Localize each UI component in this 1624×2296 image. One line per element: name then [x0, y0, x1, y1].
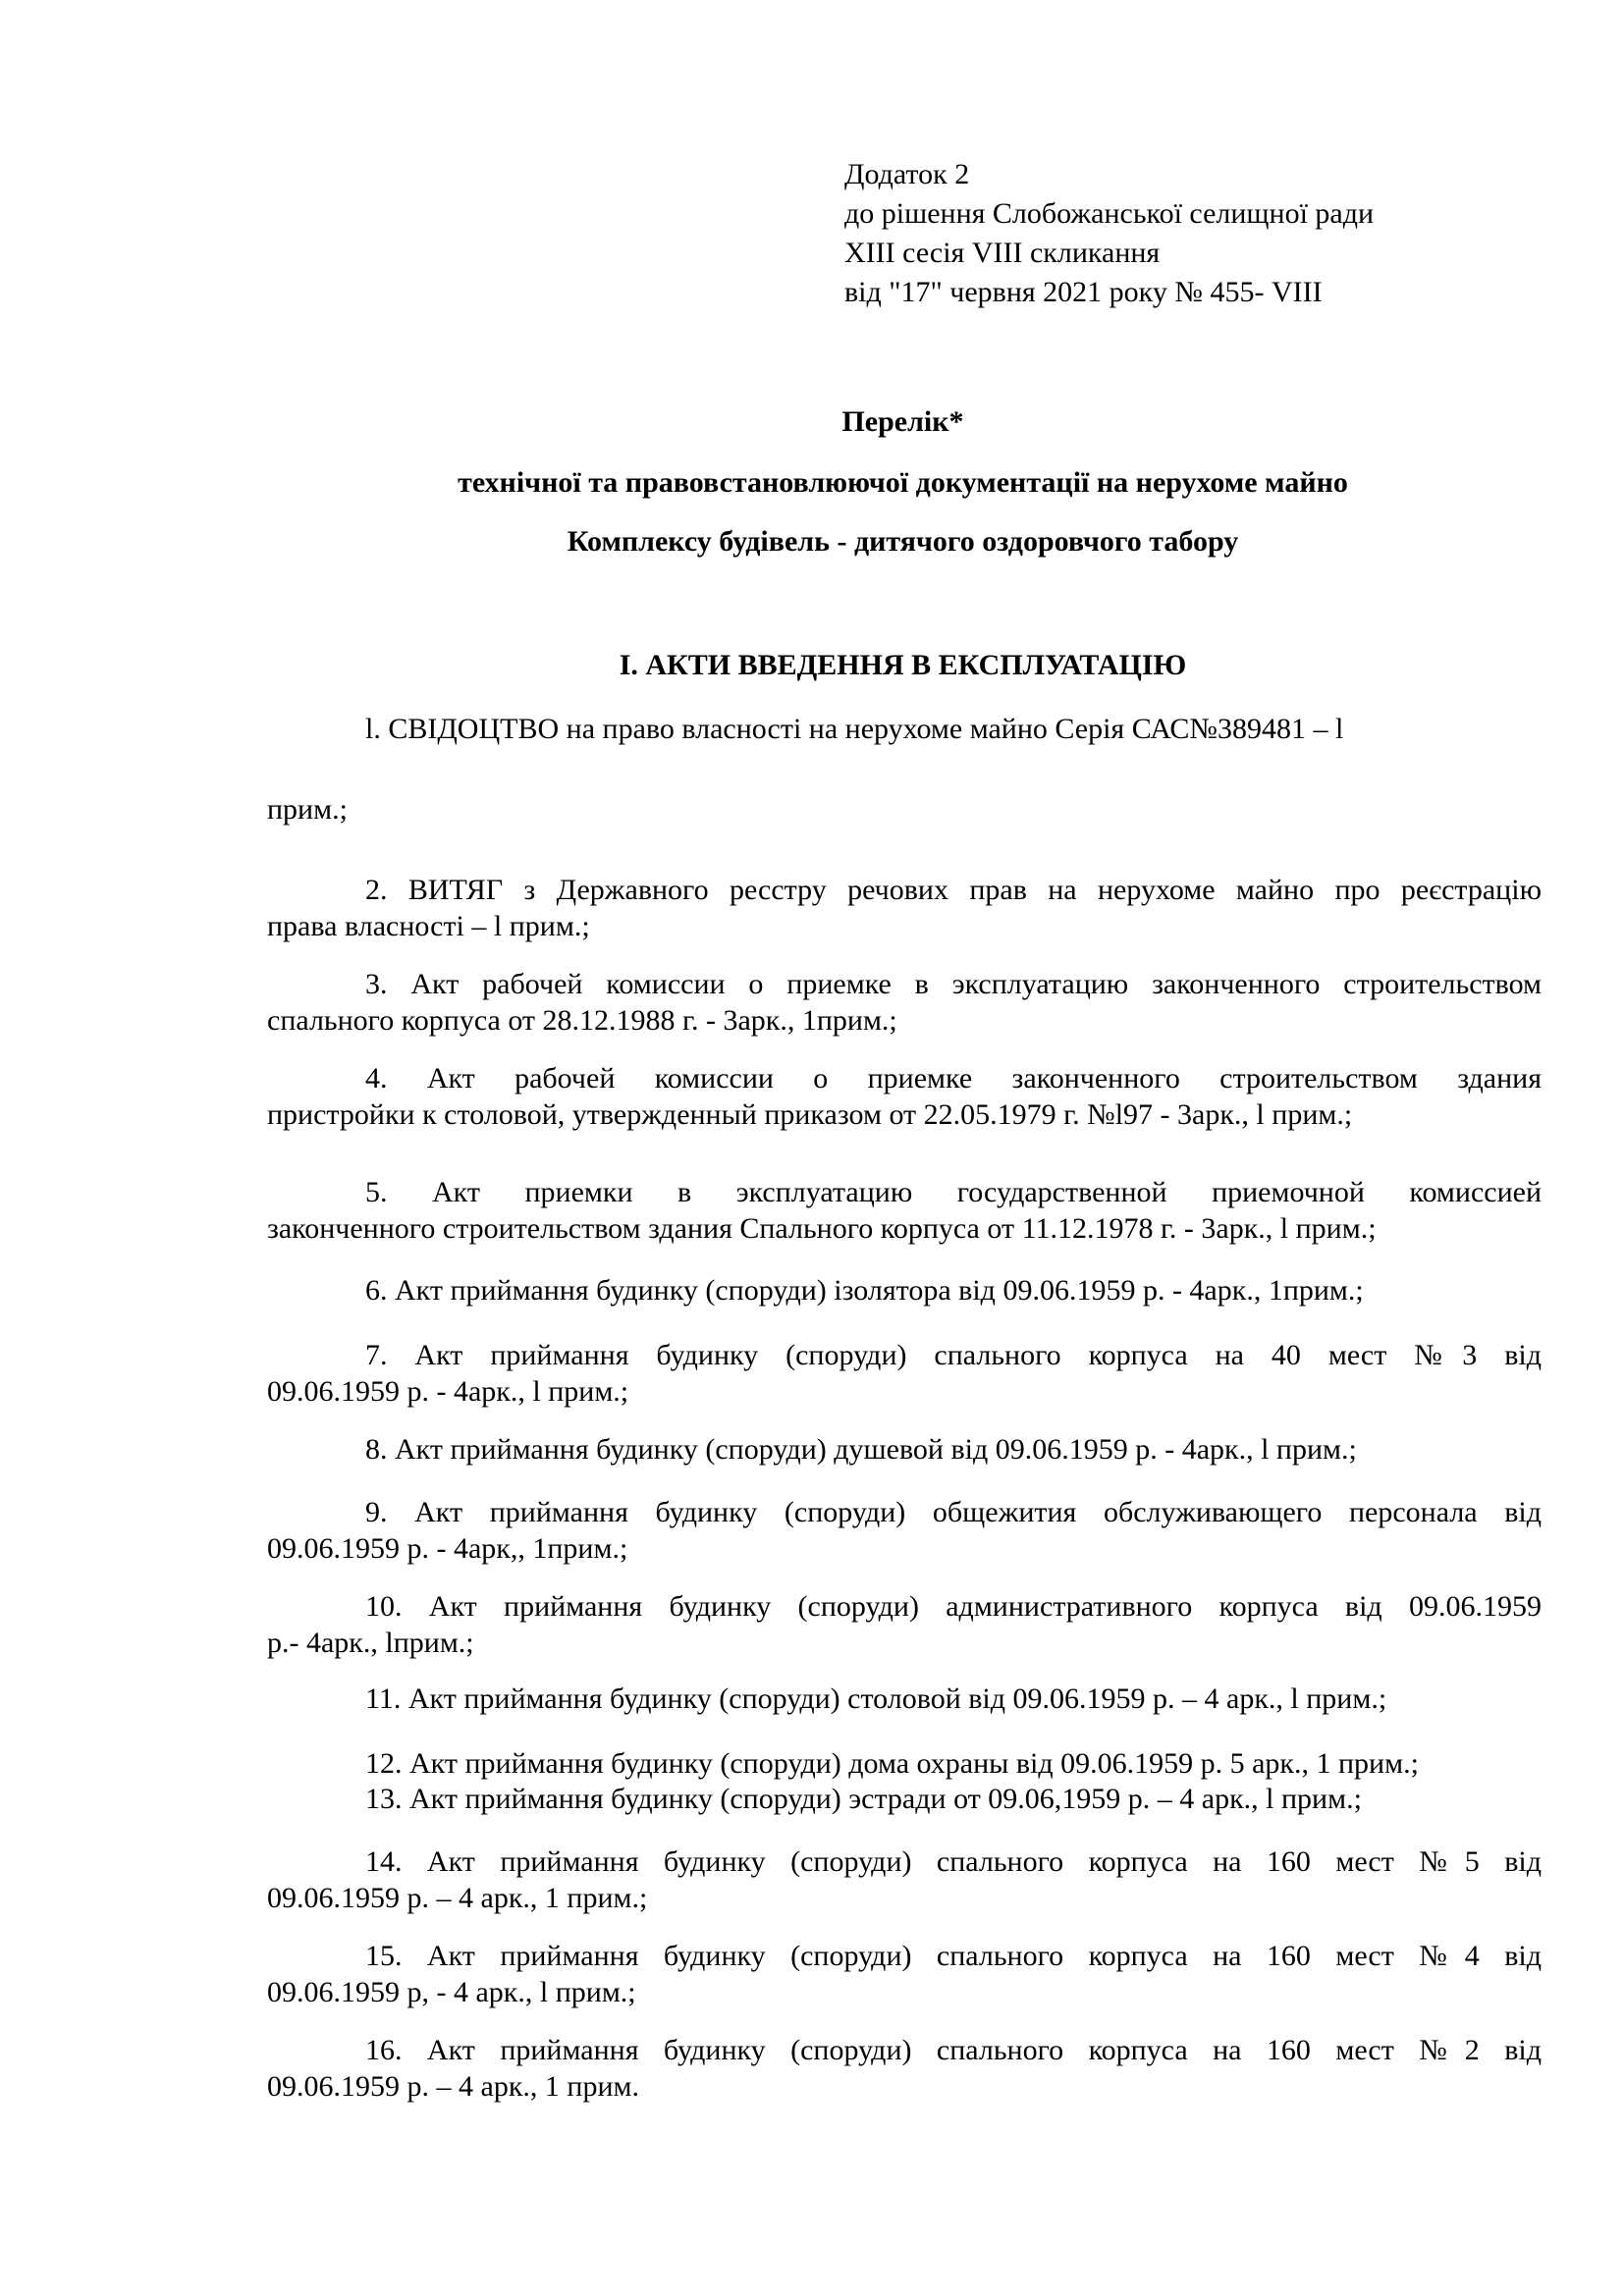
list-item-text: 16. Акт приймання будинку (споруди) спального корпуса на 160 мест №2 від: [365, 2034, 1542, 2066]
list-item-text: 5. Акт приемки в эксплуатацию государственной приемочной комиссией: [365, 1176, 1542, 1208]
list-item-text: 13. Акт приймання будинку (споруди) эстради от 09.06,1959 р. – 4 арк., l прим.;: [365, 1783, 1362, 1815]
list-item-continuation: спального корпуса от 28.12.1988 г. - 3арк., 1прим.;: [267, 1004, 897, 1037]
decision-reference: до рішення Слобожанської селищної ради: [844, 197, 1375, 230]
appendix-number: Додаток 2: [844, 158, 970, 190]
list-item: [267, 1337, 1542, 1410]
list-item: [267, 1494, 1542, 1567]
list-item-text: l. СВІДОЦТВО на право власності на нерухоме майно Серія САС№389481 – l: [365, 713, 1344, 745]
list-item: [267, 966, 1542, 1039]
list-item-text: 4. Акт рабочей комиссии о приемке законченного строительством здания: [365, 1062, 1542, 1095]
list-item-continuation: 09.06.1959 р, - 4 арк., l прим.;: [267, 1976, 636, 2008]
list-item-continuation: пристройки к столовой, утвержденный приказом от 22.05.1979 г. №l97 - 3арк., l прим.;: [267, 1098, 1353, 1131]
document-title: Перелік*: [841, 405, 964, 438]
list-item-text: 3. Акт рабочей комиссии о приемке в эксплуатацию законченного строительством: [365, 968, 1542, 1000]
list-item-text: 11. Акт приймання будинку (споруди) столовой від 09.06.1959 р. – 4 арк., l прим.;: [365, 1682, 1387, 1715]
list-item: [267, 1272, 1542, 1308]
list-item: [267, 1843, 1542, 1916]
list-item-text: 15. Акт приймання будинку (споруди) спального корпуса на 160 мест №4 від: [365, 1940, 1542, 1972]
session-reference: XIII сесія VIII скликання: [844, 237, 1161, 269]
list-item-text: 10. Акт приймання будинку (споруди) административного корпуса від 09.06.1959: [365, 1590, 1542, 1623]
list-item-continuation: законченного строительством здания Спального корпуса от 11.12.1978 г. - 3арк., l прим.;: [267, 1212, 1377, 1245]
list-item-text: 7. Акт приймання будинку (споруди) спального корпуса на 40 мест №3 від: [365, 1339, 1542, 1371]
list-item: [267, 1938, 1542, 2010]
list-item-continuation: права власності – l прим.;: [267, 910, 590, 942]
document-subtitle-1: технічної та правовстановлюючої документації на нерухоме майно: [458, 466, 1348, 499]
list-item-text: 8. Акт приймання будинку (споруди) душевой від 09.06.1959 р. - 4арк., l прим.;: [365, 1433, 1357, 1466]
list-item-text: 12. Акт приймання будинку (споруди) дома охраны від 09.06.1959 р. 5 арк., 1 прим.;: [365, 1747, 1419, 1780]
document-subtitle-2: Комплексу будівель - дитячого оздоровчого табору: [567, 525, 1239, 558]
list-item-continuation: 09.06.1959 р. – 4 арк., 1 прим.;: [267, 1882, 648, 1914]
list-item: [267, 2032, 1542, 2105]
list-item: [267, 1060, 1542, 1133]
decision-date-number: від "17" червня 2021 року № 455- VIII: [844, 276, 1323, 308]
list-item-text: 9. Акт приймання будинку (споруди) общежития обслуживающего персонала від: [365, 1496, 1542, 1528]
list-item-continuation: 09.06.1959 р. - 4арк,, 1прим.;: [267, 1532, 628, 1565]
list-item: [267, 1745, 1542, 1782]
list-item: [267, 1588, 1542, 1661]
list-item-text: 14. Акт приймання будинку (споруди) спального корпуса на 160 мест №5 від: [365, 1845, 1542, 1878]
list-item: [267, 711, 1542, 747]
list-item: [267, 1681, 1542, 1717]
list-item-text: 2. ВИТЯГ з Державного ресстру речових прав на нерухоме майно про реєстрацію: [365, 874, 1542, 906]
list-item: [267, 1431, 1542, 1468]
list-item: [267, 1781, 1542, 1817]
list-item-continuation: 09.06.1959 р. - 4арк., l прим.;: [267, 1375, 629, 1408]
list-item-continuation: прим.;: [267, 793, 348, 826]
appendix-header: [844, 155, 1374, 312]
section-heading: І. АКТИ ВВЕДЕННЯ В ЕКСПЛУАТАЦІЮ: [619, 649, 1187, 681]
list-item-text: 6. Акт приймання будинку (споруди) ізолятора від 09.06.1959 р. - 4арк., 1прим.;: [365, 1274, 1364, 1307]
list-item-continuation: р.- 4арк., lприм.;: [267, 1627, 474, 1659]
list-item-continuation: 09.06.1959 р. – 4 арк., 1 прим.: [267, 2070, 639, 2103]
list-item: [267, 872, 1542, 944]
list-item: [267, 1174, 1542, 1247]
